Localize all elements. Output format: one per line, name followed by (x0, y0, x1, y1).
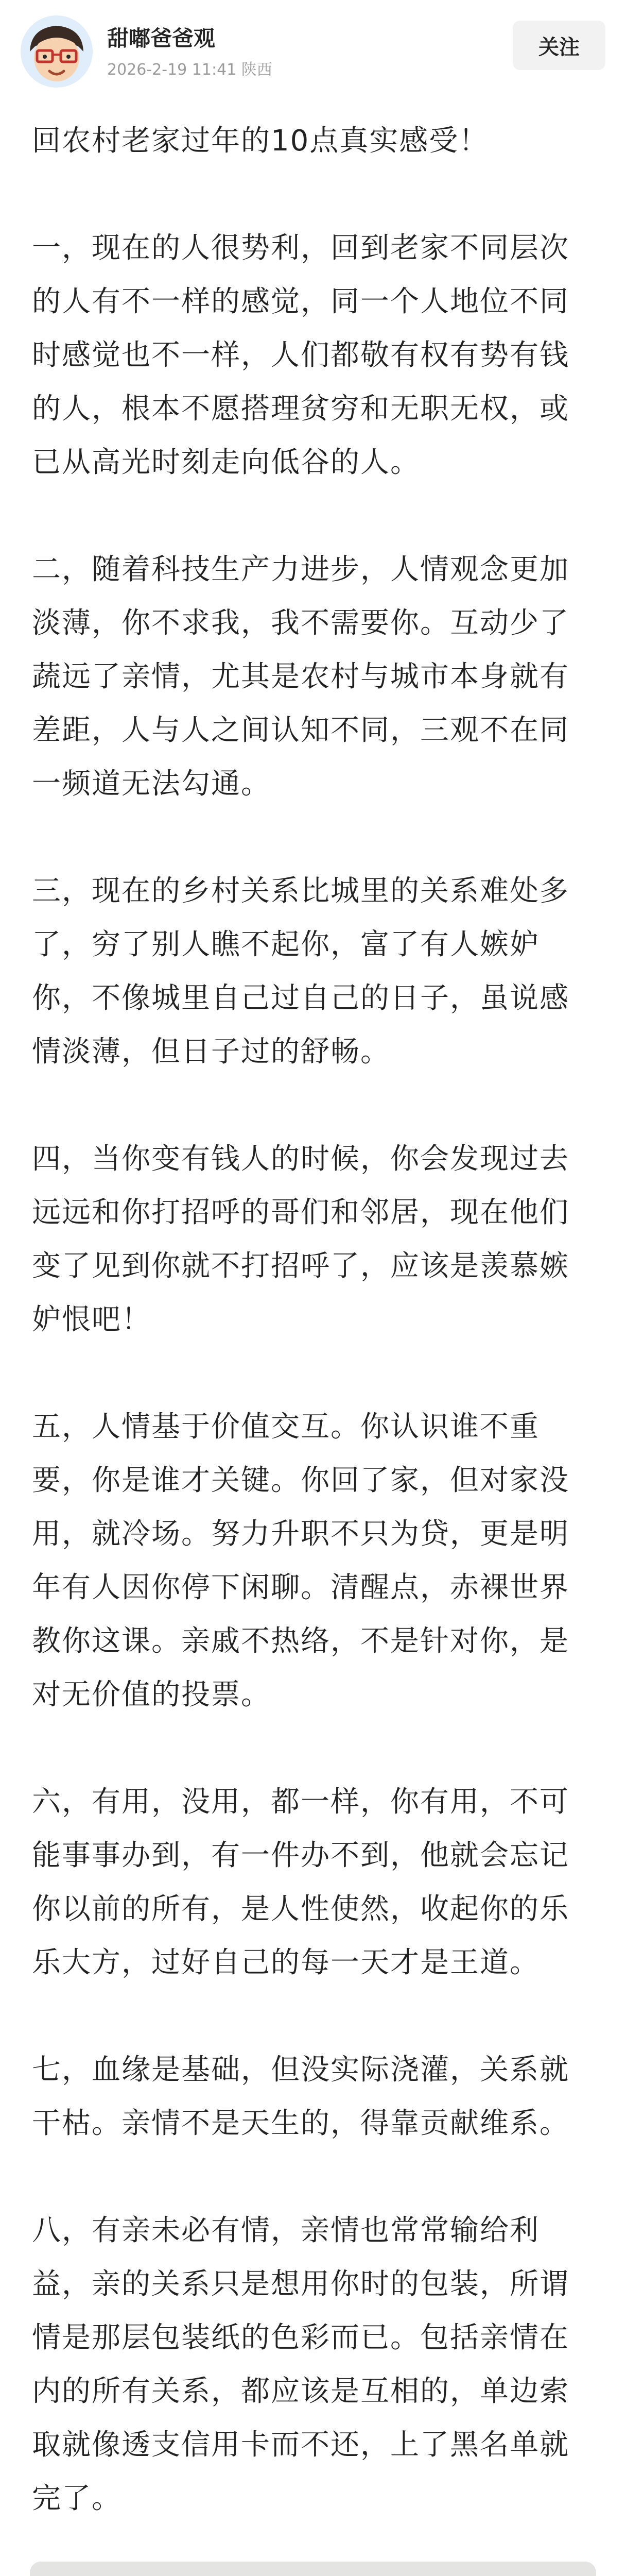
paragraph-gap (32, 168, 598, 222)
post-paragraph-4: 四，当你变有钱人的时候，你会发现过去远远和你打招呼的哥们和邻居，现在他们变了见到你就不打招呼了，应该是羡慕嫉妒恨吧！ (32, 1142, 569, 1336)
village-road-photo-icon (30, 2562, 596, 2576)
author-avatar[interactable] (21, 15, 93, 88)
post-paragraph-6: 六，有用，没用，都一样，你有用，不可能事事办到，有一件办不到，他就会忘记你以前的所有，是人性使然，收起你的乐乐大方，过好自己的每一天才是王道。 (32, 1785, 569, 1979)
paragraph-gap (32, 489, 598, 543)
post-meta: 2026-2-19 11:41 陕西 (107, 61, 272, 79)
post-paragraph-2: 二，随着科技生产力进步，人情观念更加淡薄，你不求我，我不需要你。互动少了蔬远了亲情，尤其是农村与城市本身就有差距，人与人之间认知不同，三观不在同一频道无法勾通。 (32, 553, 569, 801)
post-paragraph-5: 五，人情基于价值交互。你认识谁不重要，你是谁才关键。你回了家，但对家没用，就冷场。努力升职不只为贷，更是明年有人因你停下闲聊。清醒点，赤裸世界教你这课。亲戚不热络，不是针对你，是对无价值的投票。 (32, 1410, 569, 1711)
paragraph-gap (32, 2150, 598, 2204)
follow-button[interactable]: 关注 (513, 21, 605, 70)
avatar-face-icon (21, 15, 93, 88)
post-photo[interactable] (30, 2562, 596, 2576)
paragraph-gap (32, 1990, 598, 2043)
paragraph-gap (32, 1722, 598, 1775)
post-paragraph-8: 八，有亲未必有情，亲情也常常输给利益，亲的关系只是想用你时的包装，所谓情是那层包装纸的色彩而已。包括亲情在内的所有关系，都应该是互相的，单边索取就像透支信用卡而不还，上了黑名单就完了。 (32, 2214, 569, 2515)
author-name[interactable]: 甜嘟爸爸观 (107, 26, 216, 51)
paragraph-gap (32, 811, 598, 865)
paragraph-gap (32, 1079, 598, 1132)
post-paragraph-3: 三，现在的乡村关系比城里的关系难处多了，穷了别人瞧不起你，富了有人嫉妒你，不像城里自己过自己的日子，虽说感情淡薄，但日子过的舒畅。 (32, 874, 569, 1069)
post-body (32, 114, 598, 2576)
post-paragraph-7: 七，血缘是基础，但没实际浇灌，关系就干枯。亲情不是天生的，得靠贡献维系。 (32, 2053, 569, 2140)
post-paragraph-1: 一，现在的人很势利，回到老家不同层次的人有不一样的感觉，同一个人地位不同时感觉也不一样，人们都敬有权有势有钱的人，根本不愿搭理贫穷和无职无权，或已从高光时刻走向低谷的人。 (32, 231, 569, 479)
post-title: 回农村老家过年的10点真实感受！ (32, 124, 489, 158)
post-header (0, 0, 626, 103)
paragraph-gap (32, 1347, 598, 1400)
